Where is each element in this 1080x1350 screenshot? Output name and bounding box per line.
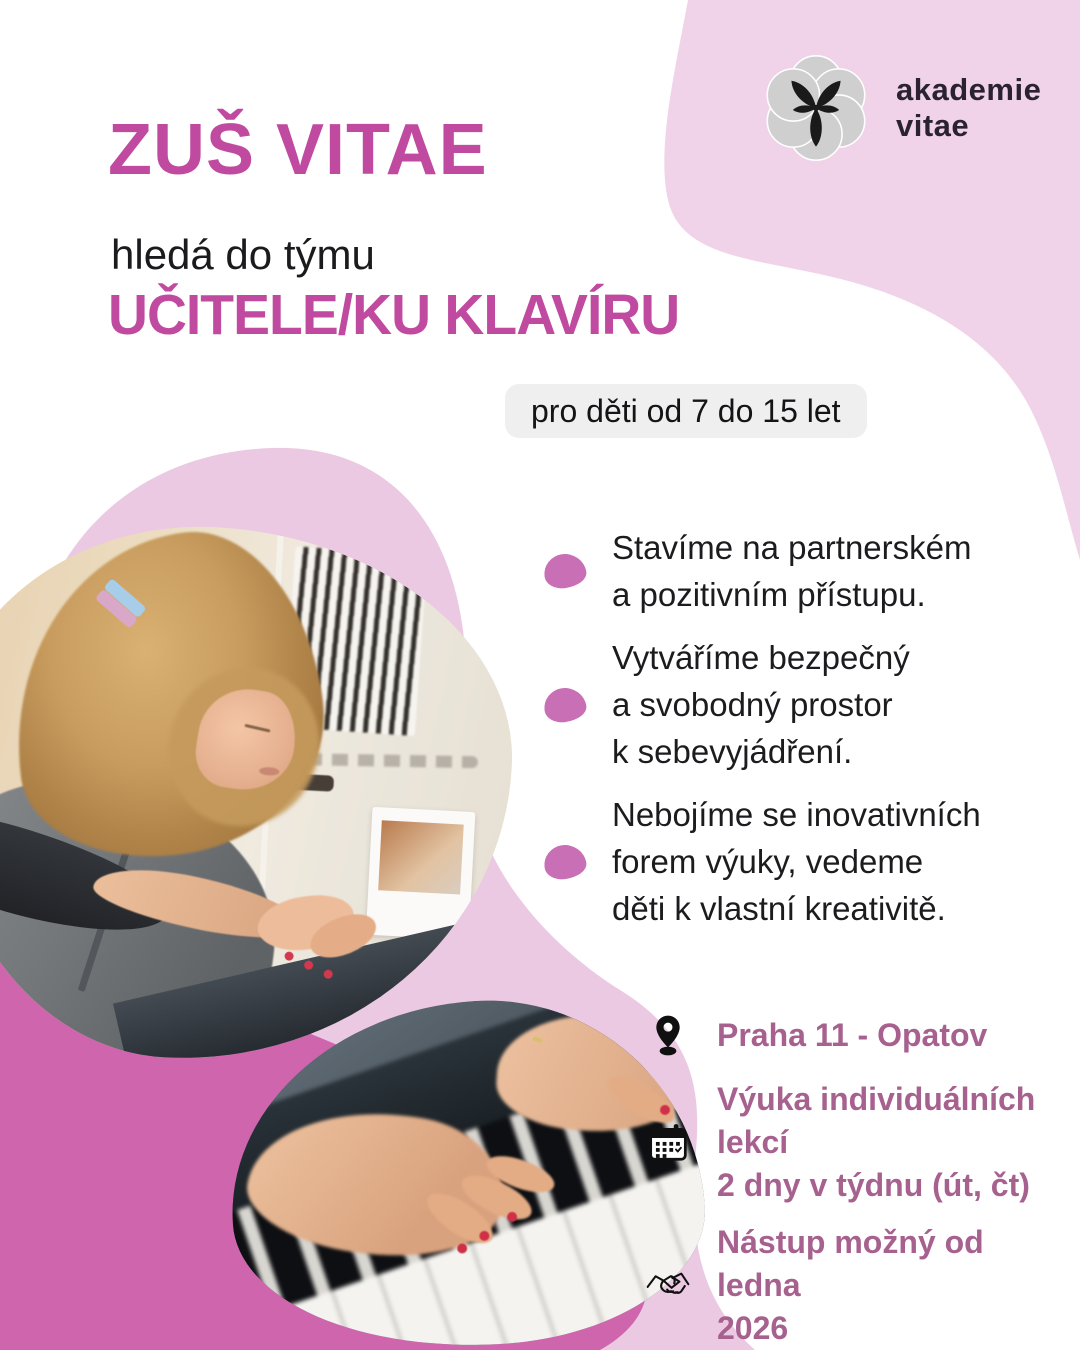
benefit-line: Vytváříme bezpečný bbox=[612, 639, 910, 676]
benefit-line: děti k vlastní kreativitě. bbox=[612, 890, 946, 927]
job-details bbox=[645, 1012, 1075, 1350]
hands-keyboard-photo bbox=[219, 986, 714, 1350]
logo-wordmark bbox=[896, 72, 1041, 144]
bullet-blob-icon bbox=[542, 842, 588, 882]
detail-item-schedule bbox=[645, 1078, 1075, 1207]
detail-item-location bbox=[645, 1012, 1075, 1058]
role-title: UČITELE/KU KLAVÍRU bbox=[108, 283, 680, 347]
logo bbox=[758, 50, 1041, 166]
benefits-list bbox=[544, 524, 1024, 932]
benefit-line: a svobodný prostor bbox=[612, 686, 893, 723]
benefit-line: a pozitivním přístupu. bbox=[612, 576, 926, 613]
page-title: ZUŠ VITAE bbox=[108, 110, 488, 190]
benefit-line: forem výuky, vedeme bbox=[612, 843, 924, 880]
detail-line: Výuka individuálních lekcí bbox=[717, 1081, 1036, 1160]
age-badge: pro děti od 7 do 15 let bbox=[505, 384, 867, 438]
girl-piano-photo bbox=[0, 513, 524, 1074]
benefit-line: Nebojíme se inovativních bbox=[612, 796, 981, 833]
logo-line-2: vitae bbox=[896, 108, 970, 143]
detail-line: 2026 bbox=[717, 1310, 789, 1346]
calendar-icon bbox=[645, 1120, 691, 1166]
benefit-item bbox=[544, 524, 1024, 618]
subtitle: hledá do týmu bbox=[111, 231, 375, 278]
bullet-blob-icon bbox=[542, 685, 588, 725]
bullet-blob-icon bbox=[542, 551, 588, 591]
handshake-icon bbox=[645, 1263, 691, 1309]
detail-line: Nástup možný od ledna bbox=[717, 1224, 984, 1303]
logo-line-1: akademie bbox=[896, 72, 1042, 107]
detail-line: 2 dny v týdnu (út, čt) bbox=[717, 1167, 1030, 1203]
detail-line: Praha 11 - Opatov bbox=[717, 1016, 988, 1053]
location-pin-icon bbox=[645, 1012, 691, 1058]
wall-poster bbox=[366, 807, 475, 940]
benefit-item bbox=[544, 791, 1024, 932]
flower-of-life-icon bbox=[758, 50, 874, 166]
benefit-line: k sebevyjádření. bbox=[612, 733, 853, 770]
benefit-line: Stavíme na partnerském bbox=[612, 529, 972, 566]
detail-item-start-date bbox=[645, 1221, 1075, 1350]
benefit-item bbox=[544, 634, 1024, 775]
